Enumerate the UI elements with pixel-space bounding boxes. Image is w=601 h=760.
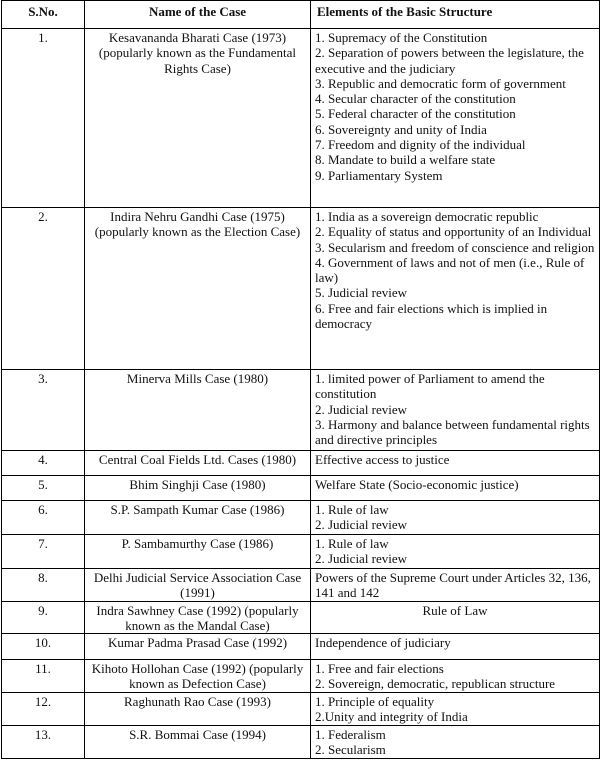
table-row	[2, 726, 600, 759]
row-case-name: Minerva Mills Case (1980)	[85, 370, 311, 451]
row-elements	[311, 501, 600, 535]
element-item: Independence of judiciary	[315, 635, 451, 651]
row-case-name: S.R. Bommai Case (1994)	[85, 726, 311, 759]
row-elements	[311, 476, 600, 501]
row-case-name: P. Sambamurthy Case (1986)	[85, 535, 311, 569]
row-sno: 2.	[2, 208, 85, 370]
row-elements	[311, 451, 600, 476]
element-item: 4. Secular character of the constitution	[315, 91, 516, 107]
element-item: 2. Separation of powers between the legislature, the executive and the judiciary	[315, 45, 584, 76]
element-item: 5. Federal character of the constitution	[315, 106, 516, 122]
row-case-name: Central Coal Fields Ltd. Cases (1980)	[85, 451, 311, 476]
row-case-name: Indira Nehru Gandhi Case (1975) (popularly known as the Election Case)	[85, 208, 311, 370]
row-case-name: Raghunath Rao Case (1993)	[85, 693, 311, 726]
table-row	[2, 501, 600, 535]
row-sno: 10.	[2, 634, 85, 660]
row-case-name: Delhi Judicial Service Association Case (1991)	[85, 569, 311, 602]
row-sno: 12.	[2, 693, 85, 726]
element-item: 3. Harmony and balance between fundamental rights and directive principles	[315, 416, 590, 448]
row-sno: 8.	[2, 569, 85, 602]
row-elements	[311, 660, 600, 693]
row-sno: 6.	[2, 501, 85, 535]
header-elements: Elements of the Basic Structure	[311, 1, 600, 29]
row-sno: 3.	[2, 370, 85, 451]
row-case-name: Kihoto Hollohan Case (1992) (popularly known as Defection Case)	[85, 660, 311, 693]
row-case-name: Bhim Singhji Case (1980)	[85, 476, 311, 501]
element-item: 4. Government of laws and not of men (i.e., Rule of law)	[315, 254, 585, 286]
element-item: 2. Equality of status and opportunity of an Individual	[315, 224, 592, 240]
row-elements	[311, 693, 600, 726]
table-row	[2, 693, 600, 726]
row-case-name: Kesavananda Bharati Case (1973) (popularly known as the Fundamental Rights Case)	[85, 29, 311, 208]
element-item: 1. Principle of equality	[315, 694, 435, 710]
element-item: 5. Judicial review	[315, 285, 408, 301]
element-item: 2. Judicial review	[315, 551, 408, 567]
element-item: Rule of Law	[422, 602, 488, 618]
table-row	[2, 660, 600, 693]
row-elements	[311, 370, 600, 451]
row-elements	[311, 569, 600, 602]
element-item: 1. Rule of law	[315, 502, 389, 517]
element-item: 1. Rule of law	[315, 536, 389, 551]
element-item: 6. Sovereignty and unity of India	[315, 121, 487, 137]
row-elements	[311, 601, 600, 634]
row-sno: 5.	[2, 476, 85, 501]
row-elements	[311, 535, 600, 569]
basic-structure-table	[1, 0, 600, 759]
row-case-name: Kumar Padma Prasad Case (1992)	[85, 634, 311, 660]
element-item: 2. Secularism	[315, 742, 386, 758]
element-item: 2. Judicial review	[315, 401, 408, 417]
element-item: 1. India as a sovereign democratic republic	[315, 209, 539, 224]
element-item: 1. limited power of Parliament to amend the constitution	[315, 371, 545, 402]
table-row	[2, 29, 600, 208]
row-elements	[311, 634, 600, 660]
row-sno: 9.	[2, 601, 85, 634]
table-body	[2, 29, 600, 759]
element-item: 1. Free and fair elections	[315, 661, 444, 677]
row-case-name: Indra Sawhney Case (1992) (popularly known as the Mandal Case)	[85, 601, 311, 634]
header-case-name: Name of the Case	[85, 1, 311, 29]
element-item: 1. Supremacy of the Constitution	[315, 30, 488, 45]
element-item: 2. Sovereign, democratic, republican structure	[315, 676, 556, 692]
element-item: 3. Republic and democratic form of government	[315, 75, 566, 91]
element-item: 3. Secularism and freedom of conscience and religion	[315, 239, 595, 255]
row-sno: 4.	[2, 451, 85, 476]
row-elements	[311, 726, 600, 759]
element-item: 2. Judicial review	[315, 517, 408, 533]
element-item: 9. Parliamentary System	[315, 167, 443, 183]
row-elements	[311, 208, 600, 370]
table-row	[2, 634, 600, 660]
table-row	[2, 370, 600, 451]
element-item: 1. Federalism	[315, 727, 386, 743]
table-row	[2, 208, 600, 370]
row-sno: 7.	[2, 535, 85, 569]
table-row	[2, 569, 600, 602]
row-sno: 1.	[2, 29, 85, 208]
table-row	[2, 451, 600, 476]
table-row	[2, 535, 600, 569]
element-item: Powers of the Supreme Court under Articles 32, 136, 141 and 142	[315, 570, 591, 601]
row-sno: 13.	[2, 726, 85, 759]
header-sno: S.No.	[2, 1, 85, 29]
element-item: 2.Unity and integrity of India	[315, 709, 468, 725]
element-item: Effective access to justice	[315, 452, 450, 467]
row-case-name: S.P. Sampath Kumar Case (1986)	[85, 501, 311, 535]
row-sno: 11.	[2, 660, 85, 693]
element-item: Welfare State (Socio-economic justice)	[315, 477, 519, 492]
element-item: 6. Free and fair elections which is implied in democracy	[315, 300, 548, 332]
table-row	[2, 601, 600, 634]
element-item: 8. Mandate to build a welfare state	[315, 152, 496, 168]
element-item: 7. Freedom and dignity of the individual	[315, 137, 526, 153]
row-elements	[311, 29, 600, 208]
header-row	[2, 1, 600, 29]
table-row	[2, 476, 600, 501]
